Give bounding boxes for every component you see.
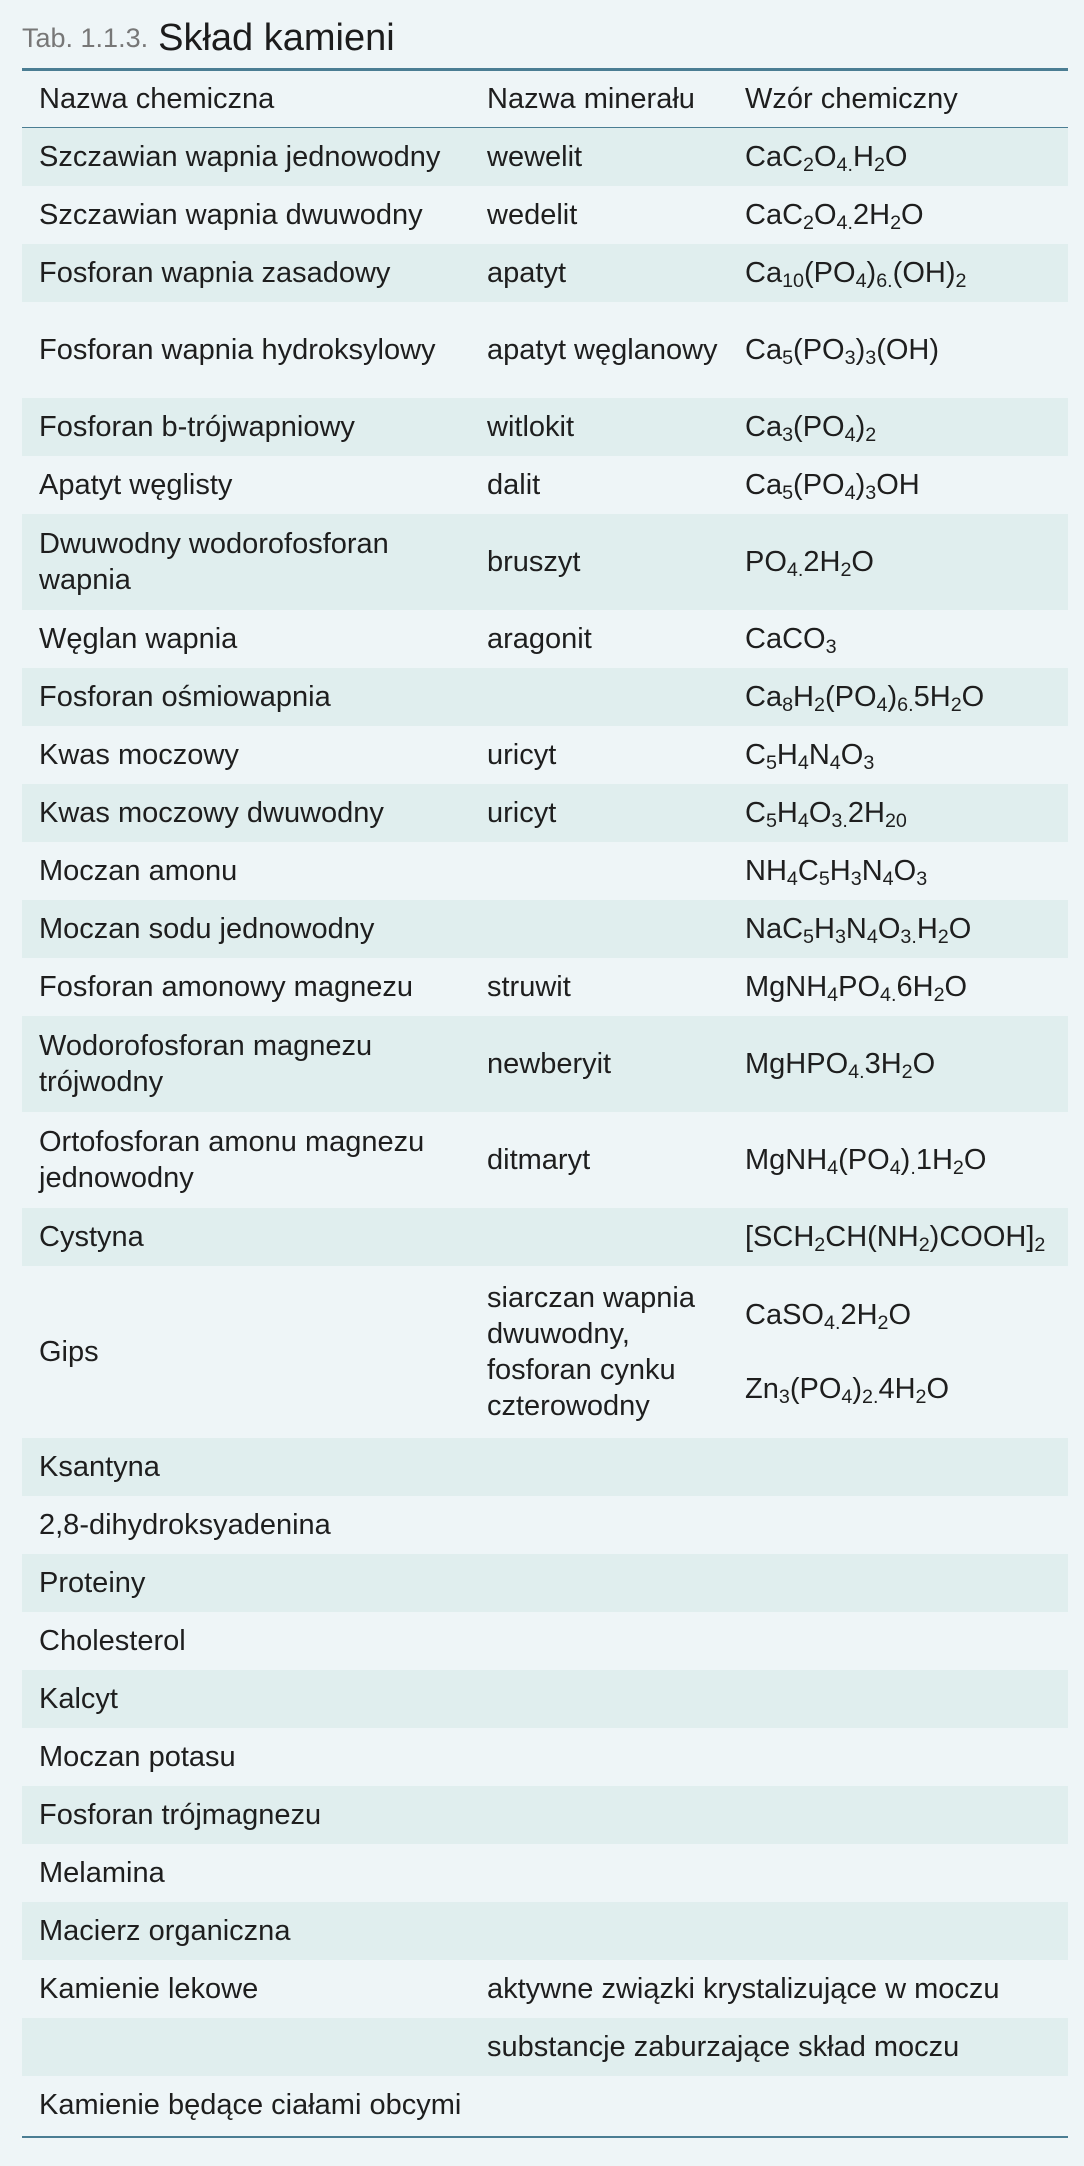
table-row	[22, 900, 1068, 958]
table-row	[22, 398, 1068, 456]
chemical-name: Melamina	[39, 1857, 165, 1889]
title-divider	[22, 68, 1068, 71]
mineral-name: struwit	[487, 971, 571, 1003]
chemical-formula: $MgNH_4(PO_4)_.1H_2O$	[745, 1144, 987, 1179]
table-bottom-rule	[22, 2136, 1068, 2138]
chemical-name: Cholesterol	[39, 1625, 186, 1657]
chemical-name: Dwuwodny wodorofosforan wapnia	[39, 528, 389, 596]
stones-composition-table	[22, 72, 1068, 2134]
table-caption	[22, 8, 1068, 68]
table-row	[22, 2076, 1068, 2134]
header-mineral-name: Nazwa minerału	[487, 83, 695, 115]
table-row	[22, 128, 1068, 186]
table-row	[22, 2018, 1068, 2076]
table-row	[22, 958, 1068, 1016]
chemical-name: Kalcyt	[39, 1683, 118, 1715]
chemical-formula: $CaC_2O_{4.}H_2O$	[745, 141, 908, 176]
chemical-formula: CaCO$_3$	[745, 623, 837, 658]
chemical-formula: $Ca_8H_2(PO_4)_{6.}5H_2O$	[745, 681, 985, 716]
table-row	[22, 1844, 1068, 1902]
table-row	[22, 1670, 1068, 1728]
chemical-formula: $C_5H_4N_4O_3$	[745, 739, 875, 774]
mineral-name: aktywne związki krystalizujące w moczu	[487, 1973, 1000, 2005]
chemical-name: Fosforan amonowy magnezu	[39, 971, 413, 1003]
chemical-name: Fosforan b-trójwapniowy	[39, 411, 355, 443]
table-row	[22, 1728, 1068, 1786]
chemical-name: Szczawian wapnia jednowodny	[39, 141, 441, 173]
chemical-name: Kwas moczowy	[39, 739, 239, 771]
table-row	[22, 1786, 1068, 1844]
mineral-name: dalit	[487, 469, 541, 501]
chemical-formula: $MgHPO_{4.}3H_2O$	[745, 1048, 936, 1083]
mineral-name: aragonit	[487, 623, 592, 655]
table-number: Tab. 1.1.3.	[22, 22, 149, 53]
header-formula: Wzór chemiczny	[745, 83, 958, 115]
chemical-name: Kamienie będące ciałami obcymi	[39, 2089, 462, 2121]
table-row	[22, 1438, 1068, 1496]
mineral-name: newberyit	[487, 1048, 612, 1080]
chemical-name: Wodorofosforan magnezu trójwodny	[39, 1030, 373, 1098]
table-row	[22, 1554, 1068, 1612]
table-row	[22, 784, 1068, 842]
chemical-formula: $NaC_5H_3N_4O_{3.}H_2O$	[745, 913, 972, 948]
chemical-formula: $Ca_3(PO_4)_2$	[745, 411, 877, 446]
table-row	[22, 668, 1068, 726]
table-row	[22, 244, 1068, 302]
chemical-name: Ortofosforan amonu magnezu jednowodny	[39, 1126, 425, 1194]
table-title: Skład kamieni	[158, 16, 395, 59]
mineral-name: bruszyt	[487, 546, 581, 578]
chemical-formula: $[SCH_2CH(NH_2)COOH]_2$	[745, 1221, 1046, 1256]
table-row	[22, 1496, 1068, 1554]
table-row	[22, 1208, 1068, 1266]
mineral-name: wedelit	[487, 199, 578, 231]
table-row	[22, 186, 1068, 244]
formula-group	[728, 1297, 1068, 1407]
mineral-name: witlokit	[487, 411, 575, 443]
table-row	[22, 610, 1068, 668]
table-row	[22, 514, 1068, 610]
chemical-name: Cystyna	[39, 1221, 144, 1253]
chemical-formula: $CaC_2O_{4.}2H_2O$	[745, 199, 924, 234]
table-row	[22, 726, 1068, 784]
table-row	[22, 1902, 1068, 1960]
chemical-name: Fosforan ośmiowapnia	[39, 681, 331, 713]
mineral-name: siarczan wapnia dwuwodny, fosforan cynku czterowodny	[487, 1282, 695, 1422]
table-row	[22, 456, 1068, 514]
chemical-formula: $MgNH_4PO_{4.}6H_2O$	[745, 971, 968, 1006]
chemical-name: Fosforan wapnia zasadowy	[39, 257, 391, 289]
chemical-name: Proteiny	[39, 1567, 146, 1599]
table-row	[22, 1266, 1068, 1438]
chemical-name: Węglan wapnia	[39, 623, 238, 655]
chemical-formula: $CaSO_{4.}2H_2O$	[745, 1299, 912, 1334]
table-row	[22, 842, 1068, 900]
chemical-formula: $C_5H_4O_{3.}2H_{20}$	[745, 797, 907, 832]
chemical-name: Moczan sodu jednowodny	[39, 913, 375, 945]
header-chemical-name: Nazwa chemiczna	[39, 83, 275, 115]
table-row	[22, 1960, 1068, 2018]
mineral-name: uricyt	[487, 797, 557, 829]
chemical-name: 2,8-dihydroksyadenina	[39, 1509, 331, 1541]
chemical-name: Moczan potasu	[39, 1741, 236, 1773]
chemical-name: Macierz organiczna	[39, 1915, 291, 1947]
chemical-name: Moczan amonu	[39, 855, 238, 887]
chemical-name: Szczawian wapnia dwuwodny	[39, 199, 423, 231]
chemical-formula: $Ca_5(PO_4)_3OH$	[745, 469, 920, 504]
chemical-formula: $Zn_3(PO_4)_{2.}4H_2O$	[745, 1373, 950, 1408]
chemical-name: Kwas moczowy dwuwodny	[39, 797, 384, 829]
chemical-name: Kamienie lekowe	[39, 1973, 259, 2005]
table-row	[22, 302, 1068, 398]
table-header	[22, 72, 1068, 128]
table-row	[22, 1112, 1068, 1208]
chemical-formula: $PO_{4.}2H_2O$	[745, 546, 874, 581]
chemical-formula: $Ca_5(PO_3)_3(OH)$	[745, 334, 940, 369]
mineral-name: wewelit	[487, 141, 583, 173]
chemical-formula: $Ca_{10}(PO_4)_{6.}(OH)_2$	[745, 257, 967, 292]
table-row	[22, 1612, 1068, 1670]
mineral-name: apatyt węglanowy	[487, 334, 718, 366]
chemical-name: Fosforan trójmagnezu	[39, 1799, 322, 1831]
chemical-name: Ksantyna	[39, 1451, 160, 1483]
chemical-name: Fosforan wapnia hydroksylowy	[39, 334, 436, 366]
mineral-name: substancje zaburzające skład moczu	[487, 2031, 960, 2063]
mineral-name: ditmaryt	[487, 1144, 591, 1176]
mineral-name: uricyt	[487, 739, 557, 771]
chemical-name: Apatyt węglisty	[39, 469, 233, 501]
mineral-name: apatyt	[487, 257, 566, 289]
chemical-formula: $NH_4C_5H_3N_4O_3$	[745, 855, 928, 890]
table-row	[22, 1016, 1068, 1112]
chemical-name: Gips	[39, 1336, 99, 1368]
